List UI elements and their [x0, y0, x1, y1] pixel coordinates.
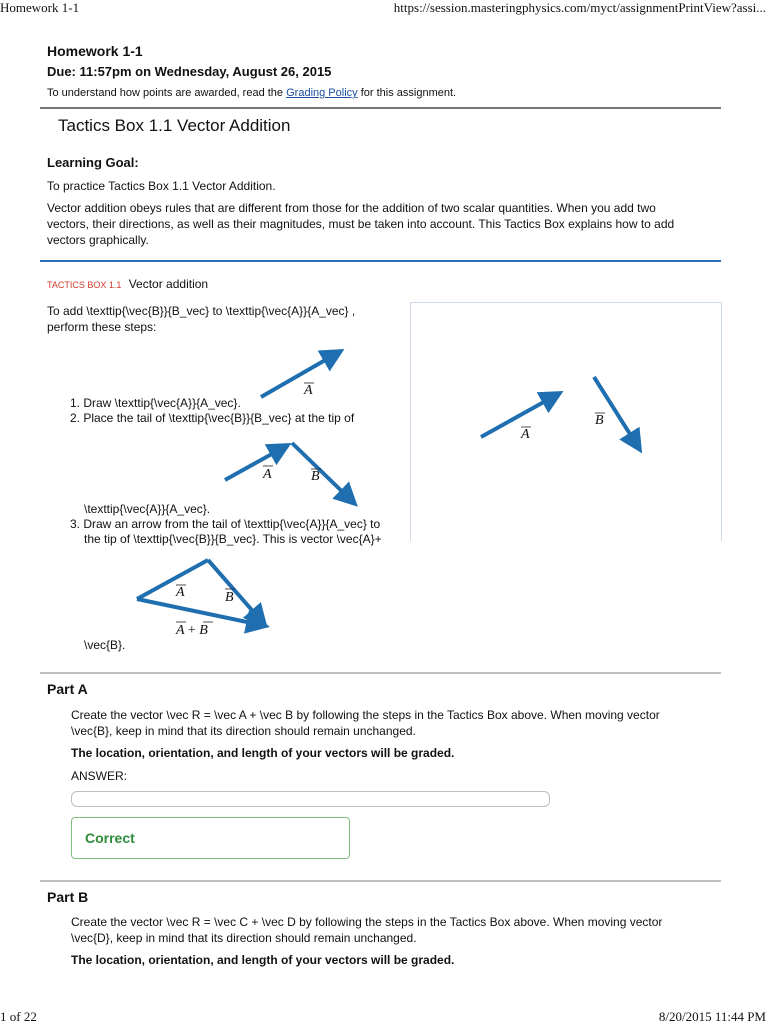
vector-a-label: A: [304, 383, 313, 398]
sum-label-plus: +: [187, 623, 196, 638]
vector-b-label: B: [311, 469, 320, 484]
print-page-count: 1 of 22: [0, 1009, 37, 1024]
step-2-continued: \texttip{\vec{A}}{A_vec}.: [84, 502, 211, 516]
part-b-graded-note: The location, orientation, and length of your vectors will be graded.: [71, 953, 455, 967]
tactics-box-title: Vector addition: [128, 277, 209, 291]
vector-a-label: A: [176, 585, 185, 600]
grading-note-after: for this assignment.: [360, 87, 457, 99]
sum-label: [176, 623, 208, 639]
part-a-heading: Part A: [47, 681, 88, 697]
step-2: 2. Place the tail of \texttip{\vec{B}}{B_vec} at the tip of: [70, 411, 355, 425]
step-1: 1. Draw \texttip{\vec{A}}{A_vec}.: [70, 396, 241, 410]
vector-a-label: A: [263, 467, 272, 482]
divider: [40, 880, 721, 882]
part-b-line: Create the vector \vec R = \vec C + \vec D by following the steps in the Tactics Box above. When moving vector: [71, 915, 663, 929]
part-b-line: \vec{D}, keep in mind that its direction should remain unchanged.: [71, 931, 417, 945]
divider: [40, 672, 721, 674]
problem-title: Tactics Box 1.1 Vector Addition: [58, 116, 291, 135]
correct-text: Correct: [85, 830, 135, 846]
grading-policy-link[interactable]: Grading Policy: [286, 87, 358, 99]
part-b-text: [71, 914, 741, 946]
correct-feedback: [71, 817, 350, 859]
intro-line: vectors graphically.: [47, 233, 149, 247]
tactics-lead-line: perform these steps:: [47, 320, 157, 334]
step-3-line-2: the tip of \texttip{\vec{B}}{B_vec}. This is vector \vec{A}+: [84, 532, 382, 546]
vector-a-arrow: [261, 351, 341, 397]
learning-goal-label: Learning Goal:: [47, 155, 139, 170]
vector-a-arrow: [137, 560, 208, 599]
step-3: 3. Draw an arrow from the tail of \texttip{\vec{A}}{A_vec} to: [70, 517, 381, 531]
grading-note-before: To understand how points are awarded, read the: [47, 87, 284, 99]
intro-line: Vector addition obeys rules that are different from those for the addition of two scalar quantities. When you add two: [47, 201, 656, 215]
print-date: 8/20/2015 11:44 PM: [658, 1009, 766, 1024]
vector-a-label: A: [521, 427, 530, 442]
part-a-text: [71, 707, 741, 739]
vector-b-label: B: [595, 413, 604, 428]
tactics-box-tag: TACTICS BOX 1.1: [47, 280, 122, 290]
sum-label-a: A: [176, 623, 185, 638]
sum-label-b: B: [199, 623, 208, 638]
learning-goal-text: To practice Tactics Box 1.1 Vector Addition.: [47, 179, 276, 193]
vector-b-label: B: [225, 590, 234, 605]
answer-field[interactable]: [71, 791, 550, 807]
answer-label: ANSWER:: [71, 769, 128, 783]
part-b-heading: Part B: [47, 889, 89, 905]
part-a-line: \vec{B}, keep in mind that its direction should remain unchanged.: [71, 724, 416, 738]
figure-panel: [410, 302, 722, 541]
print-header-url: https://session.masteringphysics.com/myct/assignmentPrintView?assi...: [393, 0, 766, 15]
print-header-title: Homework 1-1: [0, 0, 80, 15]
intro-line: vectors, their directions, as well as their magnitudes, must be taken into account. This Tactics Box explains how to add: [47, 217, 675, 231]
assignment-title: Homework 1-1: [47, 43, 143, 59]
part-a-line: Create the vector \vec R = \vec A + \vec B by following the steps in the Tactics Box above. When moving vector: [71, 708, 660, 722]
tactics-lead-line: To add \texttip{\vec{B}}{B_vec} to \texttip{\vec{A}}{A_vec} ,: [47, 304, 356, 318]
part-a-graded-note: The location, orientation, and length of your vectors will be graded.: [71, 746, 455, 760]
due-date: Due: 11:57pm on Wednesday, August 26, 2015: [47, 64, 332, 79]
vector-a-arrow: [225, 445, 288, 480]
step-3-continued: \vec{B}.: [84, 638, 126, 652]
vector-b-arrow: [292, 443, 355, 504]
